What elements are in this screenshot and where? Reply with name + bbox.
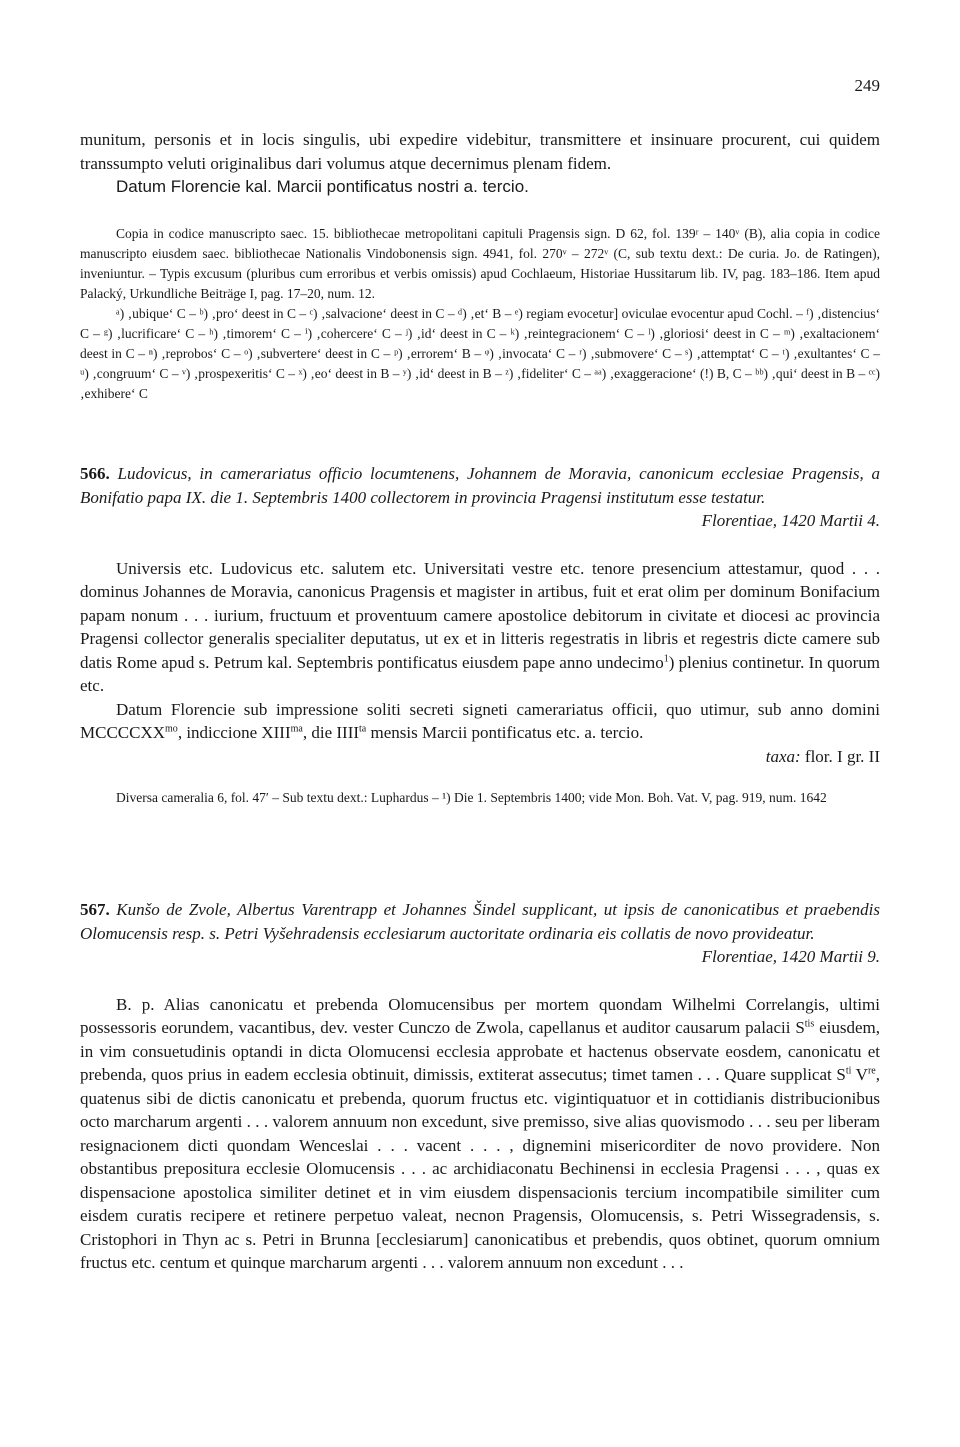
doc-566-p2-d: mensis Marcii pontificatus etc. a. tercio. [366, 723, 644, 742]
superscript: mo [165, 723, 178, 735]
doc-566-p1-text: Universis etc. Ludovicus etc. salutem etc. Universitati vestre etc. tenore presencium attestamur, quod . . . dominus Johannes de Moravia, canonicus Pragensis et magister in artibus, fuit et erat olim per dominum Bonifacium papam nonum . . . iurium, fructuum et proventuum camere apostolice debitorum in civitate et diocesi ac provincia Pragensi collector generalis specialiter deputatus, ut ex et in litteris regestratis in libris et regestris dicte camere sub datis Rome apud s. Petrum kal. Septembris pontificatus eiusdem pape anno undecimo [80, 558, 880, 672]
doc-566-p2-c: , die IIII [302, 723, 360, 742]
superscript: tis [804, 1018, 815, 1030]
doc-566-number: 566. [80, 464, 110, 483]
top-notes [80, 224, 880, 404]
doc-567-regest [80, 898, 880, 945]
footnote-ref: 1 [663, 652, 669, 664]
doc-566-paragraph-2 [80, 698, 880, 745]
doc-567-number: 567. [80, 900, 110, 919]
doc-566-regest [80, 462, 880, 509]
doc-567-p3: , quatenus sibi de dictis canonicatu et prebenda, quorum fructus etc. vigintiquatuor et in cottidianis distribucionibus octo marcharum argenti . . . valorem annuum non excedunt, sive premisso, sive alias quovismodo . . . seu per liberam resignacionem dicti quondam Wenceslai . . . vacent . . . , dignemini misericorditer de novo providere. Non obstantibus prepositura ecclesie Olomucensis . . . ac archidiaconatu Bechinensi in ecclesia Pragensi . . . , quas ex dispensacione apostolica similiter detinet et in vim eiusdem dispensacionis tercium incompatibile similiter cum eisdem curatis recipere et retinere perpetuo valeat, necnon Pragensis, Olomucensis, s. Petri Wissegradensis, s. Cristophori in Thyn ac s. Petri in Brunna [ecclesiarum] canonicatibus et prebendis, quos obtinet, quorum omnium fructus etc. centum et quinque marcharum argenti . . . valorem annuum non excedunt . . . [80, 1065, 880, 1272]
doc-567-p1: B. p. Alias canonicatu et prebenda Olomucensibus per mortem quondam Wilhelmi Correlangis, ultimi possessoris eorundem, vacantibus, dev. vester Cunczo de Zwola, capellanus et auditor causarum palacii S [80, 994, 880, 1037]
doc-566-paragraph-1 [80, 557, 880, 698]
top-text-block [80, 128, 880, 199]
taxa-label: taxa: [765, 746, 801, 766]
variant-notes: ᵃ) ‚ubique‘ C – ᵇ) ‚pro‘ deest in C – ᶜ) ‚salvacione‘ deest in C – ᵈ) ‚et‘ B – ᵉ) regiam evocetur] oviculae evocentur apud Cochl. – ᶠ) ‚distencius‘ C – ᵍ) ‚lucrificare‘ C – ʰ) ‚timorem‘ C – ⁱ) ‚cohercere‘ C – ʲ) ‚id‘ deest in C – ᵏ) ‚reintegracionem‘ C – ˡ) ‚gloriosi‘ deest in C – ᵐ) ‚exaltacionem‘ deest in C – ⁿ) ‚reprobos‘ C – ᵒ) ‚subvertere‘ deest in C – ᵖ) ‚errorem‘ B – ᵠ) ‚invocata‘ C – ʳ) ‚submovere‘ C – ˢ) ‚attemptat‘ C – ᵗ) ‚exultantes‘ C – ᵘ) ‚congruum‘ C – ᵛ) ‚prospexeritis‘ C – ˣ) ‚eo‘ deest in B – ʸ) ‚id‘ deest in B – ᶻ) ‚fideliter‘ C – ᵃᵃ) ‚exaggeracione‘ (!) B, C – ᵇᵇ) ‚qui‘ deest in B – ᶜᶜ) ‚exhibere‘ C [80, 306, 880, 401]
doc-566-regest-text: Ludovicus, in camerariatus officio locumtenens, Johannem de Moravia, canonicum ecclesiae Pragensis, a Bonifatio papa IX. die 1. Septembris 1400 collectorem in provincia Pragensi institutum esse testatur. [80, 464, 881, 507]
superscript: ti [845, 1065, 852, 1077]
doc-567-regest-text: Kunšo de Zvole, Albertus Varentrapp et Johannes Šindel supplicant, ut ipsis de canonicatibus et praebendis Olomucensis resp. s. Petri Vyšehradensis ecclesiarum auctoritate ordinaria eis collatis de novo provideatur. [80, 900, 881, 943]
doc-566-p2-b: , indiccione XIII [177, 723, 291, 742]
doc-567-paragraph [80, 993, 880, 1275]
superscript: ta [359, 723, 367, 735]
doc-566-taxa [80, 745, 880, 769]
doc-566-p2-a: Datum Florencie sub impressione soliti secreti signeti camerariatus officii, quo utimur, sub anno domini MCCCCXX [80, 699, 880, 742]
taxa-value: flor. I gr. II [800, 746, 880, 766]
doc-566-p1-end: ) plenius continetur. In quorum etc. [80, 652, 880, 695]
top-paragraph: munitum, personis et in locis singulis, ubi expedire videbitur, transmittere et insinuare procurent, cui quidem transsumpto veluti originalibus dari volumus atque decernimus plenam fidem. [80, 130, 880, 173]
doc-567-place-date: Florentiae, 1420 Martii 9. [701, 947, 880, 966]
doc-566-note: Diversa cameralia 6, fol. 47′ – Sub textu dext.: Luphardus – ¹) Die 1. Septembris 1400; vide Mon. Boh. Vat. V, pag. 919, num. 1642 [116, 790, 827, 805]
doc-567-p2: eiusdem, in vim consuetudinis optandi in dicta Olomucensi ecclesia approbate et hactenus observate eosdem, canonicatu et prebenda, quos prius in eadem ecclesia obtinuit, dimissis, extiterat assecutus; timet tamen . . . Quare supplicat S [80, 1018, 880, 1084]
copia-note: Copia in codice manuscripto saec. 15. bibliothecae metropolitani capituli Pragensis sign. D 62, fol. 139ʳ – 140ᵛ (B), alia copia in codice manuscripto eiusdem saec. bibliothecae Nationalis Vindobonensis sign. 4941, fol. 270ᵛ – 272ᵛ (C, sub textu dext.: De curia. Jo. de Ratingen), inveniuntur. – Typis excusum (pluribus cum erroribus et verbis omissis) apud Cochlaeum, Historiae Hussitarum lib. IV, pag. 183–186. Item apud Palacký, Urkundliche Beiträge I, pag. 17–20, num. 12. [80, 226, 880, 301]
top-datum: Datum Florencie kal. Marcii pontificatus nostri a. tercio. [116, 177, 529, 196]
page-number: 249 [854, 76, 880, 95]
doc-566 [80, 462, 880, 808]
doc-567 [80, 898, 880, 1275]
superscript: re [867, 1065, 876, 1077]
doc-566-place-date: Florentiae, 1420 Martii 4. [701, 511, 880, 530]
superscript: ma [290, 723, 303, 735]
doc-567-p2-mid: V [851, 1065, 868, 1084]
